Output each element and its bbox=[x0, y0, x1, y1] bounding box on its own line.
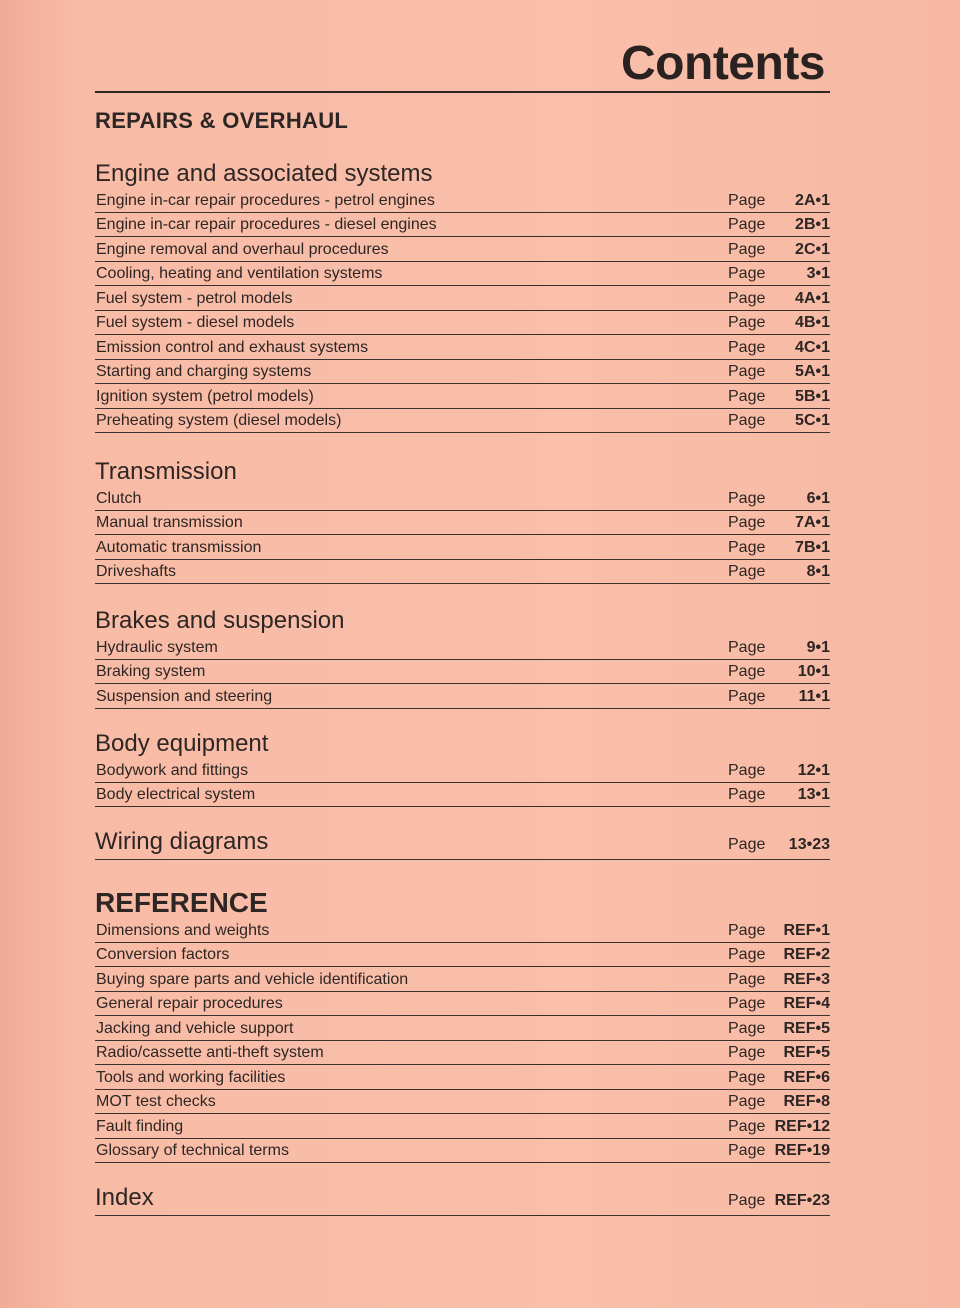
toc-row-page-number: 2A•1 bbox=[795, 191, 830, 209]
toc-row-label: Ignition system (petrol models) bbox=[96, 387, 314, 405]
toc-row-page-number: 4C•1 bbox=[795, 338, 830, 356]
toc-row-label: Engine in-car repair procedures - petrol engines bbox=[96, 191, 435, 209]
group-transmission bbox=[95, 458, 830, 584]
toc-row[interactable] bbox=[95, 1090, 830, 1115]
toc-list bbox=[95, 486, 830, 584]
toc-row-label: Conversion factors bbox=[96, 946, 230, 963]
toc-list bbox=[95, 758, 830, 807]
toc-row-page-number: 9•1 bbox=[806, 638, 830, 656]
toc-row-page-number: 3•1 bbox=[806, 265, 830, 282]
toc-row-label: Suspension and steering bbox=[96, 687, 273, 705]
toc-row[interactable] bbox=[95, 684, 830, 709]
toc-row-page-number: REF•6 bbox=[783, 1068, 830, 1086]
toc-row-page-word: Page bbox=[728, 663, 766, 680]
toc-row-label: Braking system bbox=[96, 663, 206, 680]
title-rule bbox=[95, 91, 830, 93]
group-engine bbox=[95, 160, 830, 433]
toc-row-label: General repair procedures bbox=[96, 995, 283, 1012]
toc-row[interactable] bbox=[95, 1065, 830, 1090]
toc-row-page-word: Page bbox=[728, 1142, 766, 1159]
toc-row-page-number: REF•3 bbox=[783, 970, 830, 988]
toc-row-page-word: Page bbox=[728, 338, 766, 356]
toc-list bbox=[95, 635, 830, 709]
toc-row-label: Buying spare parts and vehicle identification bbox=[96, 970, 409, 988]
toc-row-label: Preheating system (diesel models) bbox=[96, 412, 342, 429]
toc-row[interactable] bbox=[95, 360, 830, 385]
toc-row[interactable] bbox=[95, 311, 830, 336]
toc-row-label: Fault finding bbox=[96, 1117, 184, 1135]
toc-row[interactable] bbox=[95, 511, 830, 536]
group-title: Engine and associated systems bbox=[95, 160, 433, 187]
toc-row-label: Engine in-car repair procedures - diesel engines bbox=[96, 216, 437, 233]
toc-row[interactable] bbox=[95, 1114, 830, 1139]
toc-row[interactable] bbox=[95, 535, 830, 560]
toc-row-page-number: REF•5 bbox=[783, 1044, 830, 1061]
toc-row[interactable] bbox=[95, 213, 830, 238]
toc-row[interactable] bbox=[95, 1139, 830, 1164]
toc-row-label: Fuel system - petrol models bbox=[96, 289, 293, 307]
toc-row-page-number: REF•8 bbox=[783, 1093, 830, 1110]
group-title: Transmission bbox=[95, 458, 237, 485]
toc-row-index[interactable]: Index Page REF•23 bbox=[95, 1182, 830, 1216]
toc-row-label: Hydraulic system bbox=[96, 638, 218, 656]
toc-row-page-word: Page bbox=[728, 489, 766, 507]
toc-row-page-word: Page bbox=[728, 191, 766, 209]
toc-row-label: Radio/cassette anti-theft system bbox=[96, 1044, 324, 1061]
toc-row[interactable] bbox=[95, 486, 830, 511]
toc-row-label: Fuel system - diesel models bbox=[96, 314, 295, 331]
toc-row[interactable] bbox=[95, 783, 830, 808]
toc-row[interactable] bbox=[95, 943, 830, 968]
toc-row[interactable] bbox=[95, 286, 830, 311]
toc-row-label: Jacking and vehicle support bbox=[96, 1019, 294, 1037]
group-brakes bbox=[95, 607, 830, 709]
toc-row-page-word: Page bbox=[728, 265, 766, 282]
toc-row-label: Automatic transmission bbox=[96, 538, 262, 556]
group-reference bbox=[95, 888, 830, 1163]
toc-row-page-word: Page bbox=[728, 1019, 766, 1037]
toc-row-page-word: Page bbox=[728, 538, 766, 556]
toc-row-page-word: Page bbox=[728, 638, 766, 656]
toc-row[interactable] bbox=[95, 409, 830, 434]
toc-row-page-word: Page bbox=[728, 786, 766, 803]
toc-row-page-number: 2B•1 bbox=[795, 216, 830, 233]
toc-row-page-word: Page bbox=[728, 1093, 766, 1110]
toc-row-page-number: REF•19 bbox=[774, 1142, 830, 1159]
toc-row-label: Emission control and exhaust systems bbox=[96, 338, 369, 356]
toc-row-page-word: Page bbox=[728, 240, 766, 258]
toc-row-label: Bodywork and fittings bbox=[96, 761, 249, 779]
toc-row[interactable] bbox=[95, 188, 830, 213]
toc-row[interactable] bbox=[95, 237, 830, 262]
toc-row-page-number: 6•1 bbox=[806, 489, 830, 507]
toc-row-page-number: 12•1 bbox=[797, 761, 830, 779]
toc-list bbox=[95, 918, 830, 1163]
toc-row[interactable] bbox=[95, 1016, 830, 1041]
toc-row-page-word: Page bbox=[728, 363, 766, 380]
toc-row[interactable] bbox=[95, 335, 830, 360]
toc-row-label: Clutch bbox=[96, 489, 142, 507]
toc-row-page-number: 7B•1 bbox=[795, 538, 830, 556]
toc-row-page-number: REF•4 bbox=[783, 995, 830, 1012]
toc-list bbox=[95, 188, 830, 433]
toc-row-page-word: Page bbox=[728, 514, 766, 531]
toc-row-page-number: REF•12 bbox=[774, 1117, 830, 1135]
group-title: Brakes and suspension bbox=[95, 607, 345, 634]
toc-row-page-number: 4B•1 bbox=[795, 314, 830, 331]
toc-row-label: Body electrical system bbox=[96, 786, 256, 803]
toc-row-page-number: 2C•1 bbox=[795, 240, 830, 258]
toc-row-page-number: REF•1 bbox=[783, 921, 830, 939]
toc-row-label: Dimensions and weights bbox=[96, 921, 270, 939]
toc-row-page-number: 5B•1 bbox=[795, 387, 830, 405]
toc-row-page-word: Page bbox=[728, 921, 766, 939]
page-title: Contents bbox=[621, 37, 825, 90]
toc-row-page-word: Page bbox=[728, 289, 766, 307]
wiring-entry bbox=[95, 826, 830, 860]
toc-row-page-word: Page bbox=[728, 946, 766, 963]
toc-row-label: Tools and working facilities bbox=[96, 1068, 286, 1086]
toc-row[interactable] bbox=[95, 384, 830, 409]
toc-row-page-number: 7A•1 bbox=[795, 514, 830, 531]
toc-row-page-number: 11•1 bbox=[798, 687, 830, 705]
group-body bbox=[95, 730, 830, 807]
toc-row[interactable] bbox=[95, 992, 830, 1017]
toc-row-page-number: REF•2 bbox=[783, 946, 830, 963]
section-heading: REPAIRS & OVERHAUL bbox=[95, 108, 349, 133]
toc-row[interactable] bbox=[95, 967, 830, 992]
toc-row-label: Manual transmission bbox=[96, 514, 243, 531]
toc-row-page-word: Page bbox=[728, 1117, 766, 1135]
toc-row-page-number: 5C•1 bbox=[795, 412, 830, 429]
toc-row[interactable] bbox=[95, 660, 830, 685]
toc-row[interactable] bbox=[95, 262, 830, 287]
toc-row-wiring[interactable]: Wiring diagrams Page 13•23 bbox=[95, 826, 830, 860]
toc-row-page-word: Page bbox=[728, 970, 766, 988]
toc-row-label: Glossary of technical terms bbox=[96, 1142, 289, 1159]
toc-row-page-word: Page bbox=[728, 1044, 766, 1061]
toc-row-label: Driveshafts bbox=[96, 563, 177, 580]
toc-row-page-number: 5A•1 bbox=[795, 363, 830, 380]
toc-row-page-word: Page bbox=[728, 563, 766, 580]
toc-row-page-word: Page bbox=[728, 1068, 766, 1086]
toc-row-label: Starting and charging systems bbox=[96, 363, 312, 380]
index-entry bbox=[95, 1182, 830, 1216]
toc-row-page-word: Page bbox=[728, 412, 766, 429]
toc-row-page-word: Page bbox=[728, 687, 766, 705]
reference-title: REFERENCE bbox=[95, 887, 268, 918]
toc-row[interactable] bbox=[95, 758, 830, 783]
toc-row[interactable] bbox=[95, 918, 830, 943]
toc-row-page-word: Page bbox=[728, 314, 766, 331]
toc-row-page-number: 8•1 bbox=[806, 563, 830, 580]
toc-row-label: Cooling, heating and ventilation systems bbox=[96, 265, 383, 282]
toc-row-page-word: Page bbox=[728, 995, 766, 1012]
group-title: Body equipment bbox=[95, 730, 269, 757]
toc-row-page-number: 10•1 bbox=[797, 663, 830, 680]
toc-row-label: Engine removal and overhaul procedures bbox=[96, 240, 389, 258]
toc-row[interactable] bbox=[95, 1041, 830, 1066]
toc-row[interactable] bbox=[95, 635, 830, 660]
toc-row-page-word: Page bbox=[728, 761, 766, 779]
toc-row-page-number: 4A•1 bbox=[795, 289, 830, 307]
toc-row-page-word: Page bbox=[728, 216, 766, 233]
toc-row-page-word: Page bbox=[728, 387, 766, 405]
toc-row[interactable] bbox=[95, 560, 830, 585]
toc-row-page-number: 13•1 bbox=[797, 786, 830, 803]
toc-row-page-number: REF•5 bbox=[783, 1019, 830, 1037]
toc-row-label: MOT test checks bbox=[96, 1093, 216, 1110]
